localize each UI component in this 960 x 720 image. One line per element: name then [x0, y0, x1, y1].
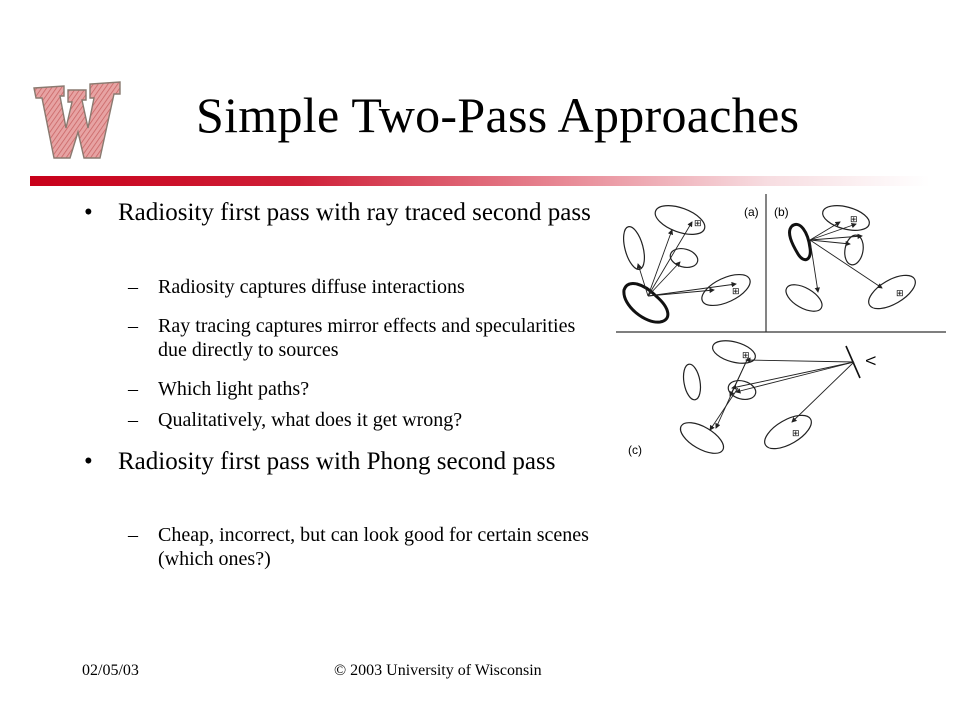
label-a: (a) — [744, 205, 759, 219]
svg-text:⊞: ⊞ — [792, 428, 800, 438]
label-b: (b) — [774, 205, 789, 219]
slide-title: Simple Two-Pass Approaches — [196, 87, 800, 143]
title-divider — [30, 176, 930, 186]
sub-bullet — [128, 523, 598, 571]
wisconsin-w-logo-icon — [28, 72, 124, 164]
sub-bullet — [128, 377, 598, 401]
panel-a — [620, 200, 759, 322]
sub-bullet-text: Qualitatively, what does it get wrong? — [158, 409, 463, 431]
sub-bullet-mark: – — [128, 524, 138, 546]
bullet-text: Radiosity first pass with Phong second pass — [118, 448, 556, 475]
sub-bullet-mark: – — [128, 276, 138, 298]
light-paths-figure — [614, 192, 946, 464]
sub-bullet-text: Radiosity captures diffuse interactions — [158, 276, 465, 298]
svg-text:⊞: ⊞ — [732, 286, 740, 296]
bullet-text: Radiosity first pass with ray traced second pass — [118, 199, 591, 226]
panel-b — [774, 201, 921, 316]
sub-bullet — [128, 275, 598, 299]
sub-bullet-text: Ray tracing captures mirror effects and specularities due directly to sources — [158, 315, 576, 361]
bullet-mark: • — [84, 199, 93, 226]
sub-bullet-text: Which light paths? — [158, 378, 310, 400]
svg-text:⊞: ⊞ — [694, 218, 702, 228]
svg-text:⊞: ⊞ — [896, 288, 904, 298]
svg-text:V: V — [863, 356, 879, 366]
panel-c — [628, 337, 879, 460]
svg-text:⊞: ⊞ — [742, 350, 750, 360]
label-c: (c) — [628, 443, 642, 457]
sub-bullet-text: Cheap, incorrect, but can look good for certain scenes (which ones?) — [158, 524, 589, 570]
footer-copyright: © 2003 University of Wisconsin — [334, 662, 542, 679]
bullet-2 — [84, 447, 618, 477]
sub-bullet — [128, 314, 598, 362]
footer-date: 02/05/03 — [82, 662, 139, 679]
sub-bullet — [128, 408, 598, 432]
bullet-1 — [84, 198, 618, 228]
sub-bullet-mark: – — [128, 315, 138, 337]
bullet-mark: • — [84, 448, 93, 475]
sub-bullet-mark: – — [128, 378, 138, 400]
svg-text:⊞: ⊞ — [850, 214, 858, 224]
sub-bullet-mark: – — [128, 409, 138, 431]
